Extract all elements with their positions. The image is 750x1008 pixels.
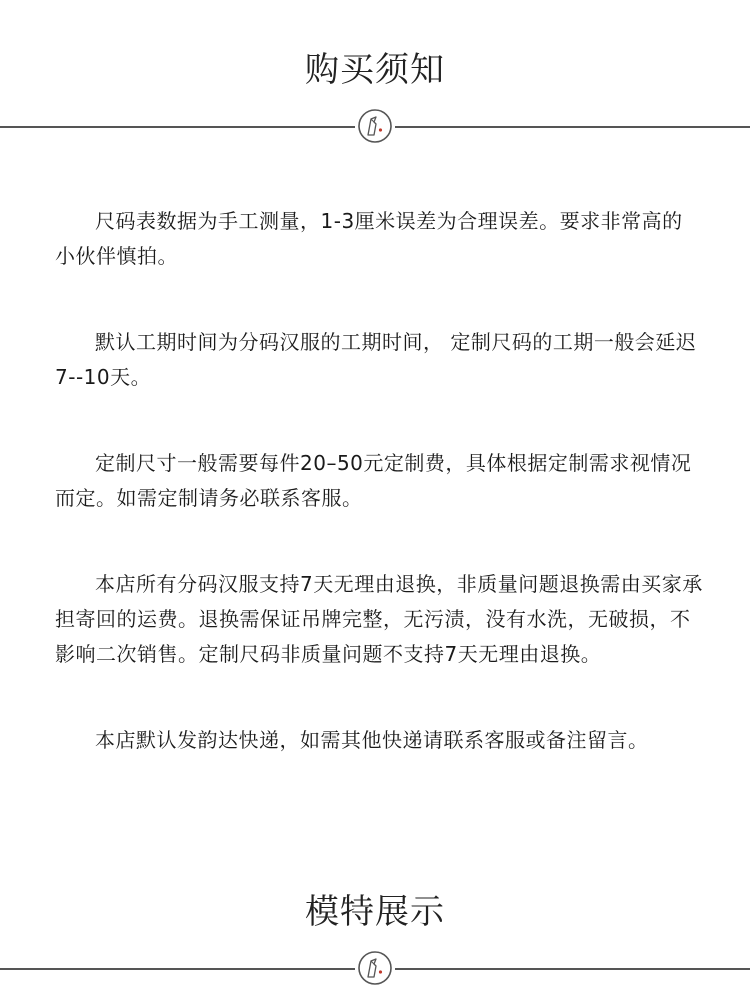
section-divider [0, 108, 750, 144]
brand-emblem-icon [357, 950, 393, 986]
model-display-title: 模特展示 [305, 892, 445, 932]
divider-line-left [0, 126, 355, 128]
brand-emblem-icon [357, 108, 393, 144]
purchase-notice-title: 购买须知 [305, 50, 445, 90]
notice-paragraph-shipping: 本店默认发韵达快递，如需其他快递请联系客服或备注留言。 [95, 728, 649, 752]
notice-paragraph-returns: 本店所有分码汉服支持7天无理由退换，非质量问题退换需由买家承担寄回的运费。退换需保证吊牌完整，无污渍，没有水洗，无破损，不影响二次销售。定制尺码非质量问题不支持7天无理由退换。 [55, 572, 703, 666]
notice-paragraph-size: 尺码表数据为手工测量，1-3厘米误差为合理误差。要求非常高的小伙伴慎拍。 [55, 209, 683, 268]
purchase-notice-body [55, 204, 703, 809]
notice-paragraph-lead-time: 默认工期时间为分码汉服的工期时间， 定制尺码的工期一般会延迟7--10天。 [55, 330, 697, 389]
divider-line-right [395, 968, 750, 970]
notice-paragraph-custom-fee: 定制尺寸一般需要每件20–50元定制费，具体根据定制需求视情况而定。如需定制请务必联系客服。 [55, 451, 692, 510]
section-divider [0, 950, 750, 986]
divider-line-left [0, 968, 355, 970]
divider-line-right [395, 126, 750, 128]
